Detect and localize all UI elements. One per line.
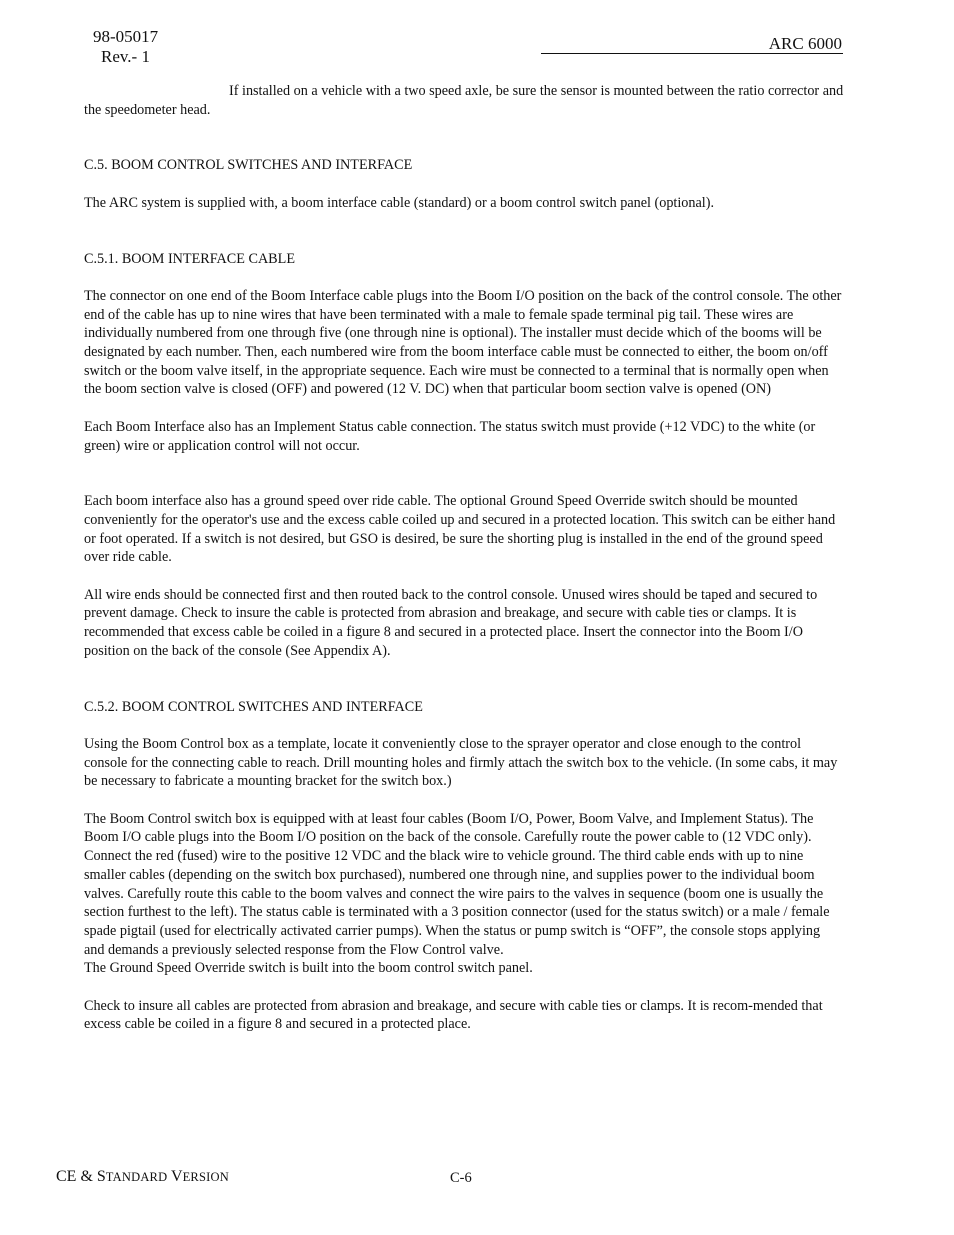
- revision-label: Rev.- 1: [101, 47, 150, 66]
- footer-prefix: CE & S: [56, 1168, 106, 1185]
- footer-mid: V: [167, 1168, 183, 1185]
- body-paragraph: Each boom interface also has a ground speed over ride cable. The optional Ground Speed Override switch should be mounted conveniently for the operator's use and the excess cable coiled up and secured in a protected location. This switch can be either hand or foot operated. If a switch is not desired, but GSO is desired, be sure the shorting plug is installed in the end of the ground speed over ride cable.: [84, 493, 836, 566]
- body-paragraph: The ARC system is supplied with, a boom interface cable (standard) or a boom control switch panel (optional).: [84, 194, 715, 211]
- section-heading: C.5. BOOM CONTROL SWITCHES AND INTERFACE: [84, 157, 413, 174]
- intro-paragraph: If installed on a vehicle with a two speed axle, be sure the sensor is mounted between the ratio corrector and the speedometer head.: [84, 83, 844, 118]
- document-number: 98-05017: [93, 27, 159, 46]
- section-heading: C.5.2. BOOM CONTROL SWITCHES AND INTERFACE: [84, 698, 423, 715]
- body-paragraph: Each Boom Interface also has an Implement Status cable connection. The status switch must provide (+12 VDC) to the white (or green) wire or application control will not occur.: [84, 418, 816, 454]
- footer-smallcaps-1: TANDARD: [105, 1170, 168, 1184]
- page-body: [84, 82, 844, 1034]
- page-number: C-6: [450, 1170, 472, 1186]
- body-paragraph: The Boom Control switch box is equipped with at least four cables (Boom I/O, Power, Boom Valve, and Implement Status). The Boom I/O cable plugs into the Boom I/O position on the back of the console. Carefully route the power cable to (12 VDC only). Connect the red (fused) wire to the positive 12 VDC and the black wire to vehicle ground. The third cable ends with up to nine smaller cables (depending on the switch box purchased), numbered one through nine, and supplies power to the individual boom valves. Carefully route this cable to the boom valves and connect the wire pairs to the valves in sequence (boom one is usually the section furthest to the left). The status cable is terminated with a 3 position connector (used for the status switch) or a male / female spade pigtail (used for electrically activated carrier pumps). When the status or pump switch is “OFF”, the console stops applying and demands a previously selected response from the Flow Control valve.: [84, 810, 830, 958]
- body-paragraph: The Ground Speed Override switch is built into the boom control switch panel.: [84, 960, 533, 977]
- body-paragraph: Using the Boom Control box as a template, locate it conveniently close to the sprayer operator and close enough to the control console for the connecting cable to reach. Drill mounting holes and firmly attach the switch box to the vehicle. (In some cabs, it may be necessary to fabricate a mounting bracket for the switch box.): [84, 735, 838, 790]
- body-paragraph: All wire ends should be connected first and then routed back to the control console. Unused wires should be taped and secured to prevent damage. Check to insure the cable is protected from abrasion and breakage, and secure with cable ties or clamps. It is recommended that excess cable be coiled in a figure 8 and secured in a protected place. Insert the connector into the Boom I/O position on the back of the console (See Appendix A).: [84, 586, 818, 659]
- body-paragraph: Check to insure all cables are protected from abrasion and breakage, and secure with cable ties or clamps. It is recom-mended that excess cable be coiled in a figure 8 and secured in a protected place.: [84, 997, 823, 1033]
- header-title: ARC 6000: [768, 34, 842, 53]
- footer-edition-label: [56, 1167, 229, 1187]
- body-paragraph: The connector on one end of the Boom Interface cable plugs into the Boom I/O position on the back of the control console. The other end of the cable has up to nine wires that have been terminated with a male to female spade terminal pig tail. These wires are individually numbered from one through five (one through nine is optional). The installer must decide which of the booms will be designated by each number. Then, each numbered wire from the boom interface cable must be connected to either, the boom on/off switch or the boom valve itself, in the appropriate sequence. Each wire must be connected to a terminal that is normally open when the boom section valve is closed (OFF) and powered (12 V. DC) when that particular boom section valve is opened (ON): [84, 287, 842, 398]
- section-heading: C.5.1. BOOM INTERFACE CABLE: [84, 250, 295, 267]
- header-rule: [541, 53, 843, 54]
- footer-smallcaps-2: ERSION: [182, 1170, 229, 1184]
